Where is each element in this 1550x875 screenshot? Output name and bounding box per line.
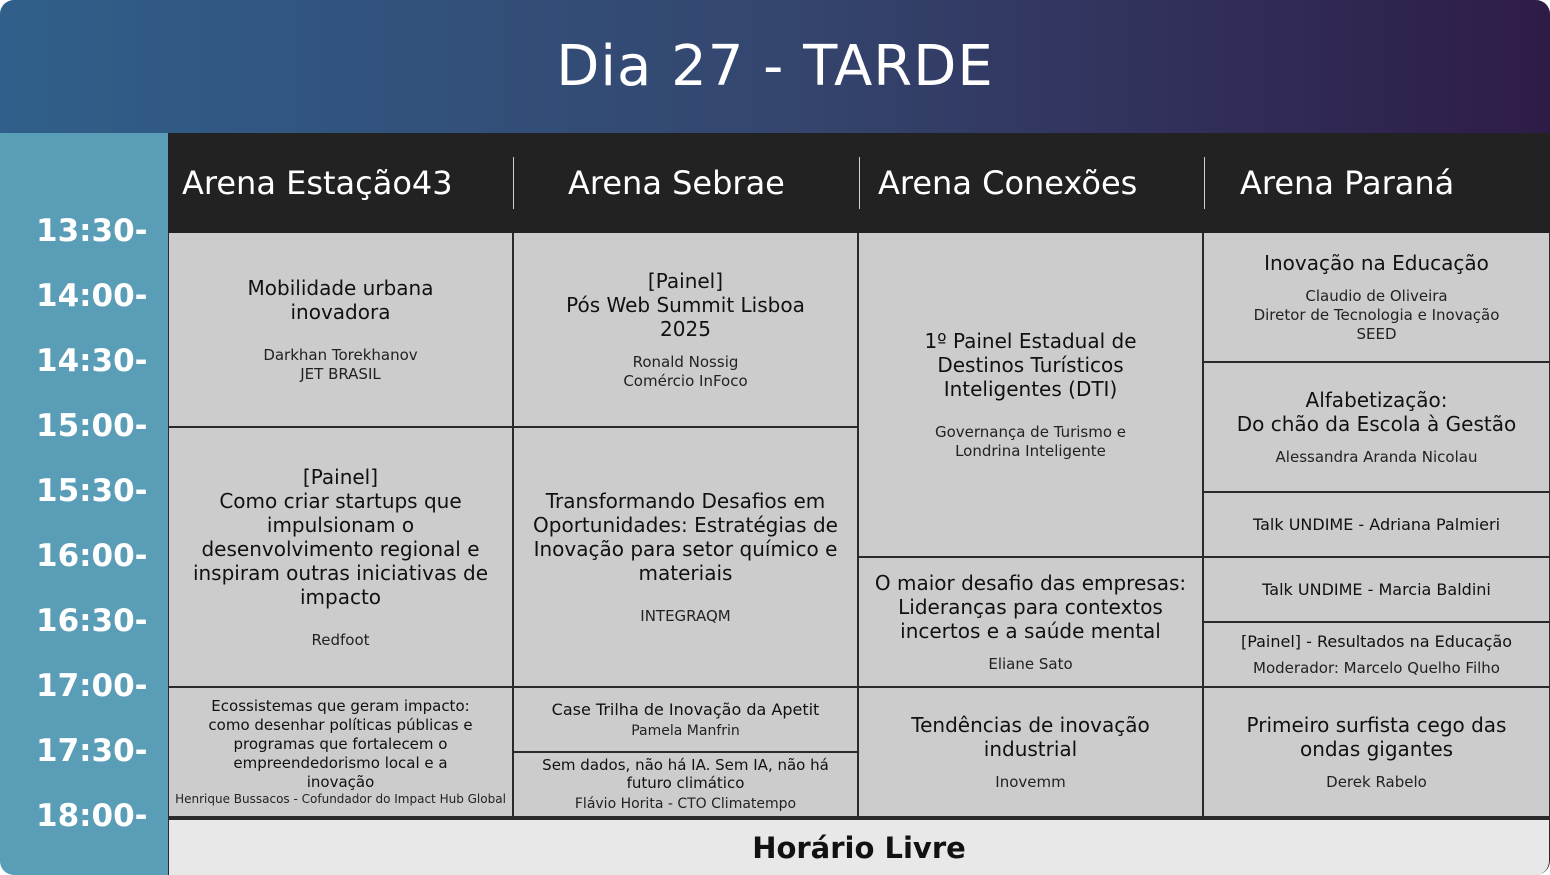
session-title: [Painel] - Resultados na Educação [1240,631,1513,651]
session-card[interactable] [1204,233,1550,363]
session-title: Tendências de inovação industrial [911,712,1150,761]
arena-conexoes: Arena Conexões [878,164,1138,202]
session-speaker: Inovemm [995,772,1066,791]
session-title: [Painel] Como criar startups que impulsionam o desenvolvimento regional e inspiram outras iniciativas de impacto [192,464,489,609]
time-label: 16:00- [36,538,148,574]
time-label: 17:00- [36,668,148,704]
time-label: 18:00- [36,798,148,834]
session-title: Sem dados, não há IA. Sem IA, não há futuro climático [542,756,829,792]
arena-header-bar [168,133,1550,233]
session-title: Talk UNDIME - Adriana Palmieri [1252,515,1501,534]
arena-parana: Arena Paraná [1240,164,1455,202]
session-card[interactable] [859,233,1204,558]
session-card[interactable] [1204,363,1550,493]
time-label: 13:30- [36,213,148,249]
session-speaker: Ronald Nossig Comércio InFoco [623,352,748,390]
time-label: 16:30- [36,603,148,639]
session-speaker: Eliane Sato [988,654,1073,673]
session-speaker: Pamela Manfrin [631,722,740,739]
session-card[interactable] [514,688,859,753]
session-grid [168,233,1550,818]
session-title: Ecossistemas que geram impacto: como desenhar políticas públicas e programas que fortalecem o empreendedorismo local e a inovação [208,697,473,791]
free-time-banner: Horário Livre [168,818,1550,875]
session-speaker: Claudio de Oliveira Diretor de Tecnologia e Inovação SEED [1253,286,1500,343]
arena-divider [859,157,860,209]
session-card[interactable] [168,233,514,428]
session-card[interactable] [1204,688,1550,818]
session-title: Mobilidade urbana inovadora [247,275,434,324]
time-label: 14:00- [36,278,148,314]
session-card[interactable] [168,428,514,688]
session-card[interactable] [859,688,1204,818]
session-speaker: Moderador: Marcelo Quelho Filho [1253,658,1500,677]
session-speaker: Darkhan Torekhanov JET BRASIL [263,345,418,383]
page-title: Dia 27 - TARDE [556,34,994,99]
session-title: 1º Painel Estadual de Destinos Turísticos Inteligentes (DTI) [924,328,1137,401]
session-title: O maior desafio das empresas: Lideranças para contextos incertos e a saúde mental [874,570,1187,643]
time-label: 14:30- [36,343,148,379]
session-title: Transformando Desafios em Oportunidades: Estratégias de Inovação para setor químico e materiais [533,488,838,585]
session-card[interactable] [514,233,859,428]
session-speaker: Henrique Bussacos - Cofundador do Impact Hub Global [175,792,506,806]
session-speaker: Governança de Turismo e Londrina Inteligente [934,422,1127,460]
session-card[interactable] [514,753,859,818]
session-title: Talk UNDIME - Marcia Baldini [1262,580,1491,599]
session-card[interactable] [859,558,1204,688]
session-title: Inovação na Educação [1264,250,1489,275]
arena-divider [1204,157,1205,209]
time-label: 15:00- [36,408,148,444]
session-speaker: Flávio Horita - CTO Climatempo [574,796,797,812]
session-speaker: Alessandra Aranda Nicolau [1275,447,1478,466]
time-label: 17:30- [36,733,148,769]
header-banner [0,0,1550,133]
session-speaker: INTEGRAQM [640,606,731,625]
session-title: [Painel] Pós Web Summit Lisboa 2025 [566,268,805,341]
arena-estacao43: Arena Estação43 [182,164,453,202]
session-card[interactable] [514,428,859,688]
session-card[interactable] [1204,493,1550,558]
session-card[interactable] [168,688,514,818]
time-column [0,133,168,875]
session-title: Primeiro surfista cego das ondas gigantes [1246,712,1507,761]
session-speaker: Redfoot [311,630,370,649]
session-title: Case Trilha de Inovação da Apetit [551,699,820,719]
arena-divider [513,157,514,209]
session-title: Alfabetização: Do chão da Escola à Gestão [1236,387,1517,436]
session-speaker: Derek Rabelo [1326,772,1427,791]
arena-sebrae: Arena Sebrae [568,164,785,202]
session-card[interactable] [1204,623,1550,688]
time-label: 15:30- [36,473,148,509]
session-card[interactable] [1204,558,1550,623]
